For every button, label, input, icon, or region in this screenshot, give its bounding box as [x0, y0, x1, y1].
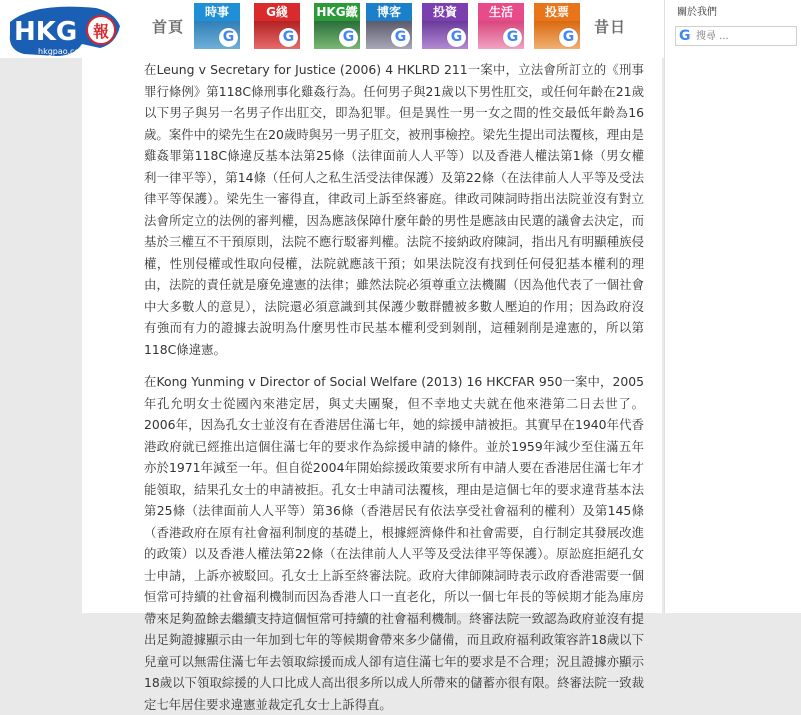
- logo-text: HKG: [14, 17, 78, 47]
- google-icon: G: [559, 28, 578, 47]
- search-box[interactable]: [675, 26, 797, 46]
- nav-tile-hkg-rail[interactable]: [314, 3, 360, 49]
- nav-tile-lifestyle[interactable]: [478, 3, 524, 49]
- google-icon: G: [391, 28, 410, 47]
- logo-char: 報: [93, 22, 110, 41]
- nav-tile-blog[interactable]: [366, 3, 412, 49]
- hkg-logo-icon: [4, 4, 124, 66]
- logo-domain: hkgpao.com: [38, 47, 88, 56]
- google-icon: G: [219, 28, 238, 47]
- tile-label: 時事: [194, 3, 240, 21]
- google-icon: G: [279, 28, 298, 47]
- search-input[interactable]: [696, 28, 792, 44]
- nav-past-link[interactable]: 昔日: [594, 18, 627, 36]
- right-sidebar: [664, 0, 801, 613]
- nav-tile-current-affairs[interactable]: [194, 3, 240, 49]
- tile-label: 投票: [534, 3, 580, 21]
- article-body: [82, 58, 662, 712]
- google-icon: G: [679, 28, 691, 44]
- article-paragraph: 在Kong Yunming v Director of Social Welfare (2013) 16 HKCFAR 950一案中，2005年孔允明女士從國內來港定居，與丈夫團聚，但不幸地丈夫就在他來港第二日去世了。2006年，因為孔女士並沒有在香港居住滿七年，她的綜援申請被拒。其實早在1940年代香港政府就已經推出這個住滿七年的要求作為綜援申請的條件。並於1959年減少至住滿五年亦於1971年減至一年。但自從2004年開始綜援政策要求所有申請人要在香港居住滿七年才能領取，結果孔女士的申請被拒。孔女士申請司法覆核，理由是這個七年的要求違背基本法第25條（法律面前人人平等）第36條（香港居民有依法享受社會福利的權利）及第145條（香港政府在原有社會福利制度的基礎上，根據經濟條件和社會需要，自行制定其發展改進的政策）以及香港人權法第22條（在法律前人人平等及受法律平等保護）。原訟庭拒絕孔女士申請，上訴亦被駁回。孔女士上訴至終審法院。政府大律師陳詞時表示政府香港需要一個恒常可持續的社會福利機制而因為香港人口一直老化，所以一個七年長的等候期才能為庫房帶來足夠盈餘去繼續支持這個恒常可持續的社會福利機制。終審法院一致認為政府並沒有提出足夠證據顯示由一年加到七年的等候期會帶來多少儲備，而且政府福利政策容許18歲以下兒童可以無需住滿七年去領取綜援而成人卻有這住滿七年的要求是不合理；況且證據亦顯示18歲以下領取綜援的人口比成人高出很多所以成人所帶來的儲蓄亦很有限。終審法院一致裁定七年居住要求違憲並裁定孔女士上訴得直。: [144, 374, 644, 712]
- nav-tile-investment[interactable]: [422, 3, 468, 49]
- tile-label: 投資: [422, 3, 468, 21]
- site-logo[interactable]: [4, 4, 124, 64]
- google-icon: G: [447, 28, 466, 47]
- tile-label: 生活: [478, 3, 524, 21]
- nav-tile-vote[interactable]: [534, 3, 580, 49]
- about-us-link[interactable]: 關於我們: [677, 7, 717, 18]
- google-icon: G: [339, 28, 358, 47]
- article-paragraph: 在Leung v Secretary for Justice (2006) 4 HKLRD 211一案中，立法會所訂立的《刑事罪行條例》第118C條刑事化雞姦行為。任何男子與21歲以下男性肛交，或任何年齡在21歲以下男子與另一名男子作出肛交，即為犯罪。但是異性一男一女之間的性交最低年齡為16歲。案件中的梁先生在20歲時與另一男子肛交，被刑事檢控。梁先生提出司法覆核，理由是雞姦罪第118C條違反基本法第25條（法律面前人人平等）以及香港人權法第1條（男女權利一律平等），第14條（任何人之私生活受法律保護）及第22條（在法律前人人平等及受法律平等保護）。梁先生一審得直，律政司上訴至終審庭。律政司陳詞時指出法院並沒有對立法會所定立的法例的審判權，因為應該保障什麼年齡的男性是應該由民選的議會去決定，而基於三權互不干預原則，法院不應行駁審判權。法院不接納政府陳詞，指出凡有明顯種族侵權，性別侵權或性取向侵權，法院就應該干預；如果法院沒有找到任何侵犯基本權利的理由，法院的責任就是廢免違憲的法律；雖然法院必須尊重立法機關（因為他代表了一個社會中大多數人的意見），法院還必須意識到其保護少數群體被多數人壓迫的作用；因為政府沒有強而有力的證據去說明為什麼男性市民基本權利受到剝削，這種剝削是違憲的，所以第118C條違憲。: [144, 62, 644, 357]
- nav-tile-g-line[interactable]: [254, 3, 300, 49]
- tile-label: HKG鐵: [314, 3, 360, 21]
- nav-home-link[interactable]: 首頁: [152, 18, 185, 36]
- tile-label: G綫: [254, 3, 300, 21]
- google-icon: G: [503, 28, 522, 47]
- tile-label: 博客: [366, 3, 412, 21]
